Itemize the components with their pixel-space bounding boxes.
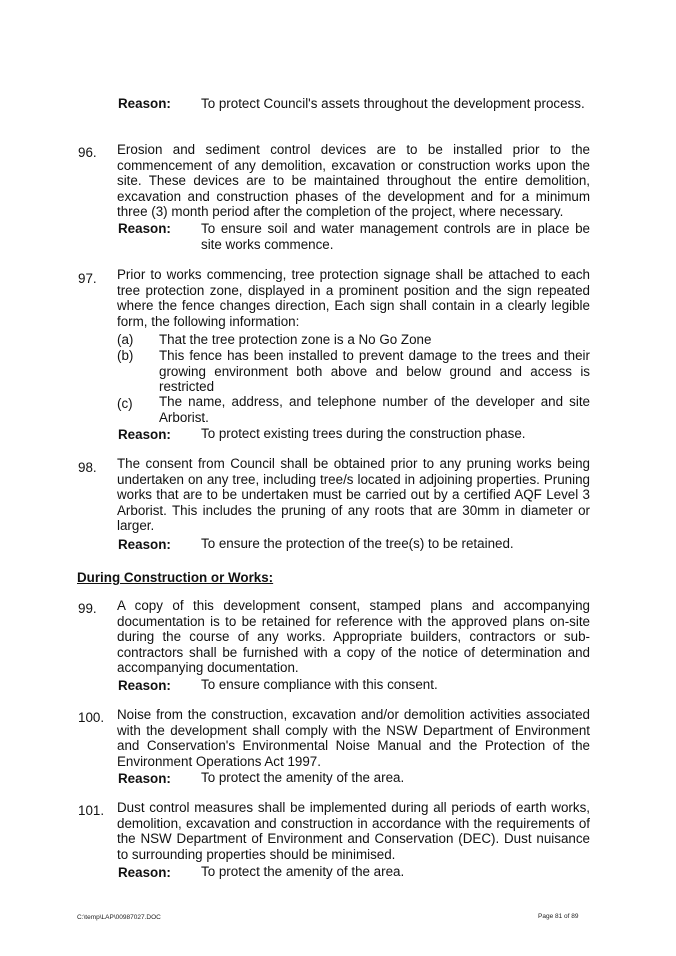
item-number: 97. <box>78 271 97 286</box>
reason-label: Reason: <box>118 96 171 111</box>
footer-file-path: C:\temp\LAP\00987027.DOC <box>77 914 161 921</box>
item-text: Prior to works commencing, tree protection signage shall be attached to each tree protection zone, displayed in a prominent position and the sign repeated where the fence changes direction, Each sign shall contain in a clearly legible form, the following information: <box>117 267 590 329</box>
sub-item-label: (a) <box>117 332 134 347</box>
item-number: 100. <box>78 710 105 725</box>
sub-item-text: The name, address, and telephone number of the developer and site Arborist. <box>159 394 590 425</box>
reason-text: To ensure soil and water management controls are in place be site works commence. <box>201 221 590 252</box>
reason-label: Reason: <box>118 771 171 786</box>
item-number: 96. <box>78 145 97 160</box>
reason-text: To protect existing trees during the construction phase. <box>201 426 526 441</box>
item-text: A copy of this development consent, stamped plans and accompanying documentation is to be retained for reference with the approved plans on-site during the course of any works. Appropriate builders, contractors or sub-contractors shall be furnished with a copy of the notice of determination and accompanying documentation. <box>117 598 590 676</box>
reason-text: To protect Council's assets throughout the development process. <box>201 96 585 111</box>
sub-item-text: This fence has been installed to prevent damage to the trees and their growing environment both above and below ground and access is restricted <box>159 348 590 395</box>
reason-label: Reason: <box>118 865 171 880</box>
reason-text: To protect the amenity of the area. <box>201 864 405 879</box>
item-text: The consent from Council shall be obtained prior to any pruning works being undertaken on any tree, including tree/s located in adjoining properties. Pruning works that are to be undertaken must be carried out by a certified AQF Level 3 Arborist. This includes the pruning of any roots that are 30mm in diameter or larger. <box>117 456 590 534</box>
sub-item-text: That the tree protection zone is a No Go Zone <box>159 332 432 347</box>
item-number: 101. <box>78 803 105 818</box>
reason-label: Reason: <box>118 427 171 442</box>
item-number: 99. <box>78 601 97 616</box>
section-heading: During Construction or Works: <box>77 570 274 585</box>
footer-page-number: Page 81 of 89 <box>538 913 579 920</box>
sub-item-label: (b) <box>117 348 134 363</box>
reason-label: Reason: <box>118 678 171 693</box>
item-number: 98. <box>78 460 97 475</box>
sub-item-label: (c) <box>117 396 133 411</box>
reason-text: To ensure the protection of the tree(s) to be retained. <box>201 536 514 551</box>
item-text: Dust control measures shall be implemented during all periods of earth works, demolition, excavation and construction in accordance with the requirements of the NSW Department of Environment and Conservation (DEC). Dust nuisance to surrounding properties should be minimised. <box>117 800 590 862</box>
item-text: Noise from the construction, excavation and/or demolition activities associated with the development shall comply with the NSW Department of Environment and Conservation's Environmental Noise Manual and the Protection of the Environment Operations Act 1997. <box>117 707 590 769</box>
item-text: Erosion and sediment control devices are to be installed prior to the commencement of any demolition, excavation or construction works upon the site. These devices are to be maintained throughout the entire demolition, excavation and construction phases of the development and for a minimum three (3) month period after the completion of the project, where necessary. <box>117 142 590 220</box>
reason-label: Reason: <box>118 221 171 236</box>
reason-text: To protect the amenity of the area. <box>201 770 405 785</box>
reason-text: To ensure compliance with this consent. <box>201 677 438 692</box>
reason-label: Reason: <box>118 537 171 552</box>
